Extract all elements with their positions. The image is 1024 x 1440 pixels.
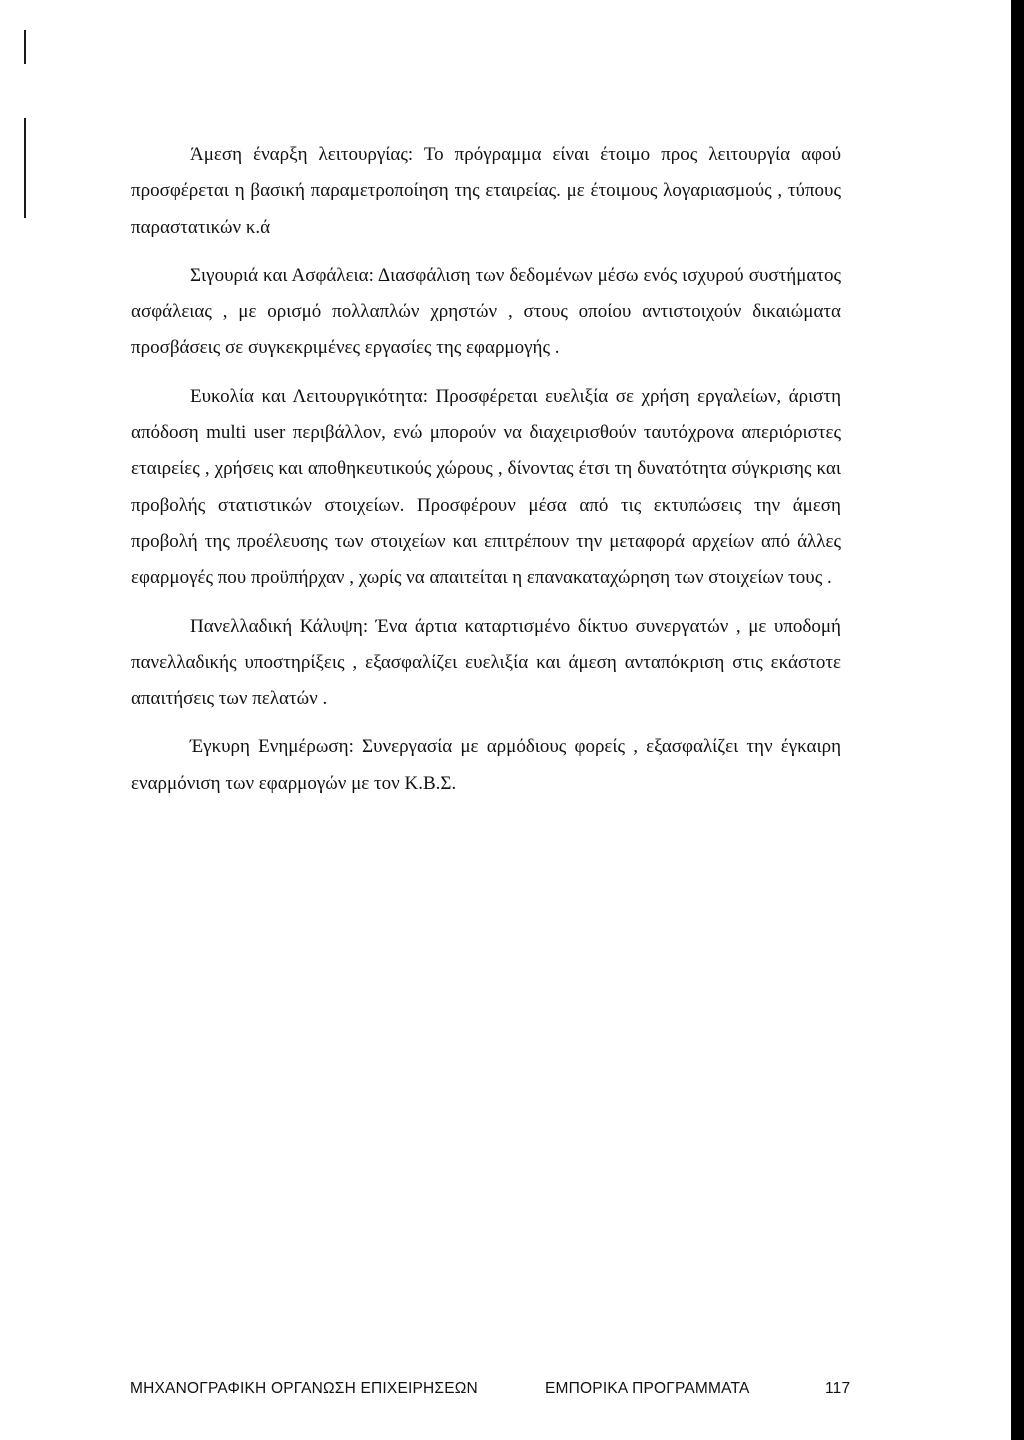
- paragraph-updates: Έγκυρη Ενημέρωση: Συνεργασία με αρμόδιους φορείς , εξασφαλίζει την έγκαιρη εναρμόνιση των εφαρμογών με τον Κ.Β.Σ.: [131, 736, 841, 794]
- footer-book-title: ΜΗΧΑΝΟΓΡΑΦΙΚΗ ΟΡΓΑΝΩΣΗ ΕΠΙΧΕΙΡΗΣΕΩΝ: [130, 1380, 478, 1397]
- paragraph-usability: Ευκολία και Λειτουργικότητα: Προσφέρεται ευελιξία σε χρήση εργαλείων, άριστη απόδοση multi user περιβάλλον, ενώ μπορούν να διαχειρισθούν ταυτόχρονα απεριόριστες εταιρείες , χρήσεις και αποθηκευτικούς χώρους , δίνοντας έτσι τη δυνατότητα σύγκρισης και προβολής στατιστικών στοιχείων. Προσφέρουν μέσα από τις εκτυπώσεις την άμεση προβολή της προέλευσης των στοιχείων και επιτρέπουν την μεταφορά αρχείων από άλλες εφαρμογές που προϋπήρχαν , χωρίς να απαιτείται η επανακαταχώρηση των στοιχείων τους .: [131, 385, 841, 589]
- scan-edge-line: [24, 118, 26, 218]
- paragraph-security: Σιγουριά και Ασφάλεια: Διασφάλιση των δεδομένων μέσω ενός ισχυρού συστήματος ασφάλειας , με ορισμό πολλαπλών χρηστών , στους οποίου αντιστοιχούν δικαιώματα προσβάσεις σε συγκεκριμένες εργασίες της εφαρμογής .: [131, 264, 841, 359]
- paragraph-immediate-start: Άμεση έναρξη λειτουργίας: Το πρόγραμμα είναι έτοιμο προς λειτουργία αφού προσφέρεται η βασική παραμετροποίηση της εταιρείας. με έτοιμους λογαριασμούς , τύπους παραστατικών κ.ά: [131, 144, 841, 238]
- scan-edge-line: [24, 30, 26, 64]
- page-number: 117: [825, 1380, 851, 1397]
- footer-chapter-title: ΕΜΠΟΡΙΚΑ ΠΡΟΓΡΑΜΜΑΤΑ: [545, 1380, 750, 1397]
- body-text: [131, 137, 841, 802]
- paragraph-coverage: Πανελλαδική Κάλυψη: Ένα άρτια καταρτισμένο δίκτυο συνεργατών , με υποδομή πανελλαδικής υποστηρίξεις , εξασφαλίζει ευελιξία και άμεση ανταπόκριση στις εκάστοτε απαιτήσεις των πελατών .: [131, 615, 841, 710]
